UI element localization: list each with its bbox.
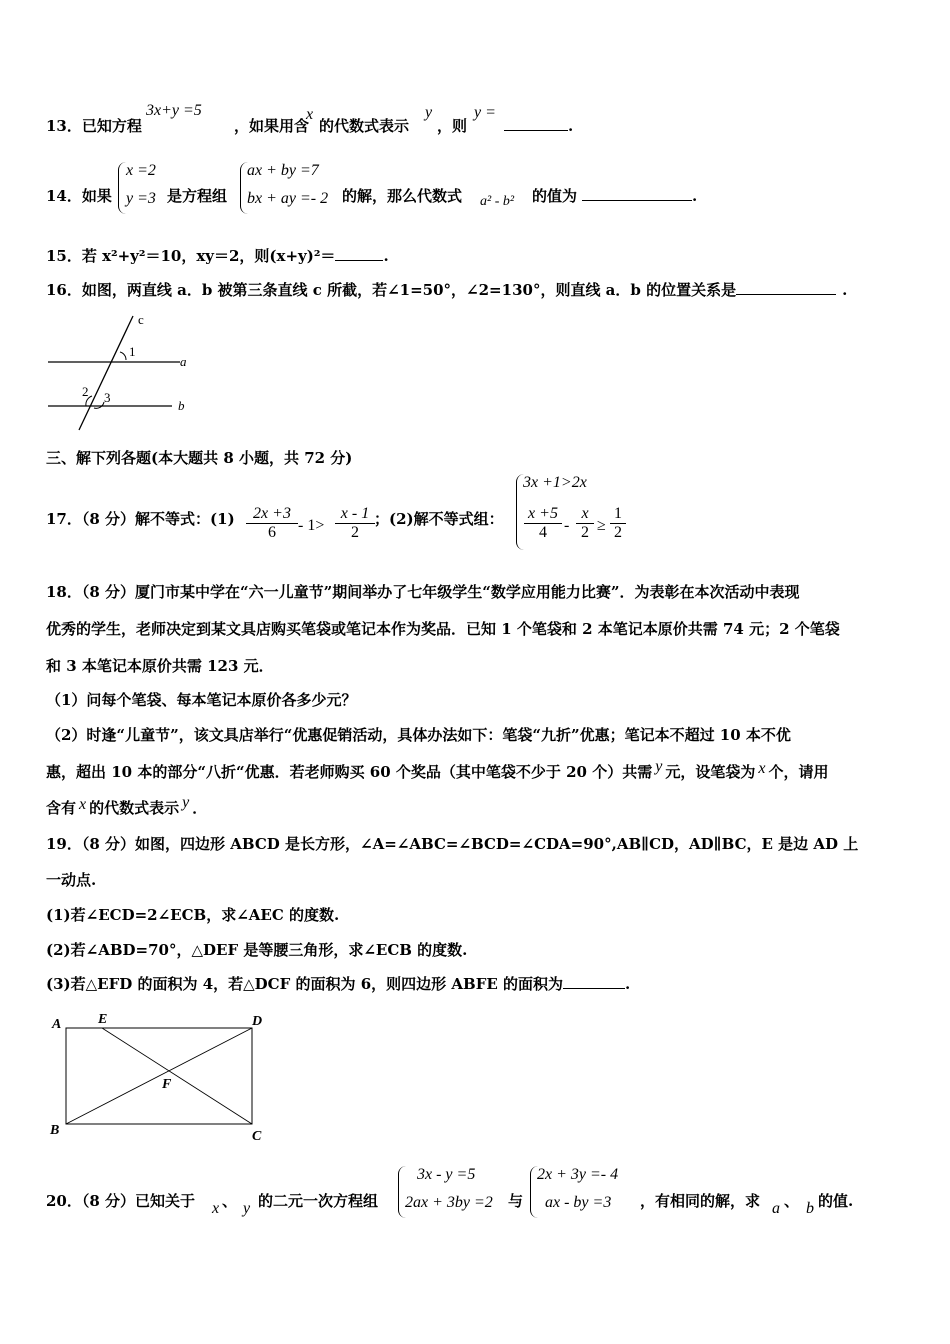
question-19-line1: 19．（8 分）如图，四边形 ABCD 是长方形，∠A=∠ABC=∠BCD=∠CDA=90°,AB∥CD，AD∥BC，E 是边 AD 上 (46, 835, 859, 853)
q20-text2: 的二元一次方程组 (258, 1192, 379, 1210)
question-19-line2: 一动点. (46, 871, 97, 889)
label-E: E (98, 1012, 108, 1027)
question-17-part2-label: ；(2)解不等式组： (374, 510, 504, 528)
label-C: C (252, 1129, 262, 1144)
q20-text3: 与 (508, 1192, 524, 1210)
question-18-part1: （1）问每个笔袋、每本笔记本原价各多少元？ (46, 691, 357, 709)
q14-text4: 的值为 (532, 187, 578, 205)
q20-text5: 的值. (818, 1192, 854, 1210)
q20-system-1: 3x - y =5 2ax + 3by =2 (398, 1166, 507, 1218)
q13-answer-blank[interactable]: . (504, 116, 573, 136)
question-20: 20．（8 分）已知关于 (46, 1192, 196, 1210)
q14-system-1: x =2 y =3 (118, 162, 167, 214)
q14-answer-blank[interactable]: . (582, 186, 697, 206)
diagonal-bd (66, 1028, 252, 1124)
q14-text2: 是方程组 (167, 187, 228, 205)
question-19-part1: (1)若∠ECD=2∠ECB，求∠AEC 的度数. (46, 906, 340, 924)
q17-fraction-2: $\frac{x - 1}{2}$ (335, 505, 375, 542)
label-A: A (52, 1017, 62, 1032)
label-3: 3 (104, 390, 111, 405)
angle-3-arc (94, 402, 104, 408)
question-18-line3: 和 3 本笔记本原价共需 123 元． (46, 657, 274, 675)
section-3-heading: 三、解下列各题(本大题共 8 小题，共 72 分) (46, 449, 353, 467)
label-2: 2 (82, 384, 89, 399)
label-F: F (162, 1077, 172, 1092)
q17-minus: - (564, 517, 570, 534)
question-18-part2-line2: 惠，超出 10 本的部分“八折“优惠．若老师购买 60 个奖品（其中笔袋不少于 20 个）共需 y 元，设笔袋为 x 个，请用 (46, 758, 829, 781)
q17-fraction-1: $\frac{2x +3}{6}$ (246, 505, 298, 542)
q16-answer-blank[interactable] (736, 280, 836, 295)
q14-system-2: ax + by =7 bx + ay =- 2 (240, 162, 341, 214)
question-17-part1-label: 17．（8 分）解不等式：(1) (46, 510, 235, 528)
q20-sep-1: 、 (222, 1192, 238, 1210)
q13-text3: 的代数式表示 (319, 117, 410, 135)
q20-text4: ，有相同的解，求 (640, 1192, 761, 1210)
q13-text2: ，如果用含 (234, 117, 310, 135)
segment-ec (102, 1028, 252, 1124)
q19-answer-blank[interactable] (563, 974, 625, 989)
q13-var-y: y (425, 104, 433, 121)
q20-sep-2: 、 (784, 1192, 800, 1210)
q17-inequality-system: 3x +1>2x (516, 474, 633, 550)
label-c: c (138, 312, 144, 327)
label-B: B (50, 1123, 60, 1138)
question-19-part2: (2)若∠ABD=70°，△DEF 是等腰三角形，求∠ECB 的度数. (46, 941, 468, 959)
label-b: b (178, 398, 185, 413)
question-16: 16．如图，两直线 a．b 被第三条直线 c 所截，若∠1=50°，∠2=130°，则直线 a．b 的位置关系是 . (46, 281, 848, 299)
q13-var-x: x (306, 106, 314, 123)
question-14: 14．如果 (46, 187, 112, 205)
q17-fraction-5: $\frac{1}{2}$ (610, 505, 626, 542)
q13-equation: 3x+y =5 (146, 102, 202, 119)
q14-text3: 的解，那么代数式 (342, 187, 463, 205)
q17-fraction-4: $\frac{x}{2}$ (576, 505, 594, 542)
q13-text4: ，则 (437, 117, 468, 135)
question-18-part2-line3: 含有 x 的代数式表示 y ． (46, 794, 208, 817)
q17-fraction-3: $\frac{x +5}{4}$ (524, 505, 562, 542)
question-15: 15．若 x²+y²＝10，xy＝2，则(x+y)²＝ . (46, 247, 389, 265)
label-a: a (180, 354, 187, 369)
q20-var-b: b (806, 1200, 814, 1217)
question-19-part3: (3)若△EFD 的面积为 4，若△DCF 的面积为 6，则四边形 ABFE 的面积为 . (46, 975, 631, 993)
label-D: D (252, 1014, 263, 1029)
q17-minus-gt: - 1> (298, 517, 325, 534)
rectangle-figure (40, 1008, 280, 1148)
label-1: 1 (129, 344, 136, 359)
q17-ge: ≥ (597, 517, 606, 534)
parallel-lines-figure (40, 308, 200, 434)
q15-answer-blank[interactable] (335, 246, 383, 261)
q20-system-2: 2x + 3y =- 4 ax - by =3 (530, 1166, 637, 1218)
q20-var-y: y (243, 1200, 251, 1217)
q20-var-x: x (212, 1200, 220, 1217)
question-18-line1: 18．（8 分）厦门市某中学在“六一儿童节”期间举办了七年级学生“数学应用能力比赛”．为表彰在本次活动中表现 (46, 583, 800, 601)
question-18-line2: 优秀的学生，老师决定到某文具店购买笔袋或笔记本作为奖品．已知 1 个笔袋和 2 本笔记本原价共需 74 元；2 个笔袋 (46, 620, 840, 638)
angle-1-arc (120, 352, 126, 360)
q20-var-a: a (772, 1200, 780, 1217)
q13-var-y-eq: y = (474, 104, 496, 121)
q14-expression: a² - b² (480, 194, 515, 209)
line-c (79, 316, 133, 430)
question-13: 13．已知方程 (46, 117, 142, 135)
question-18-part2-line1: （2）时逢“儿童节”，该文具店举行“优惠促销活动，具体办法如下：笔袋“九折”优惠；笔记本不超过 10 本不优 (46, 726, 791, 744)
